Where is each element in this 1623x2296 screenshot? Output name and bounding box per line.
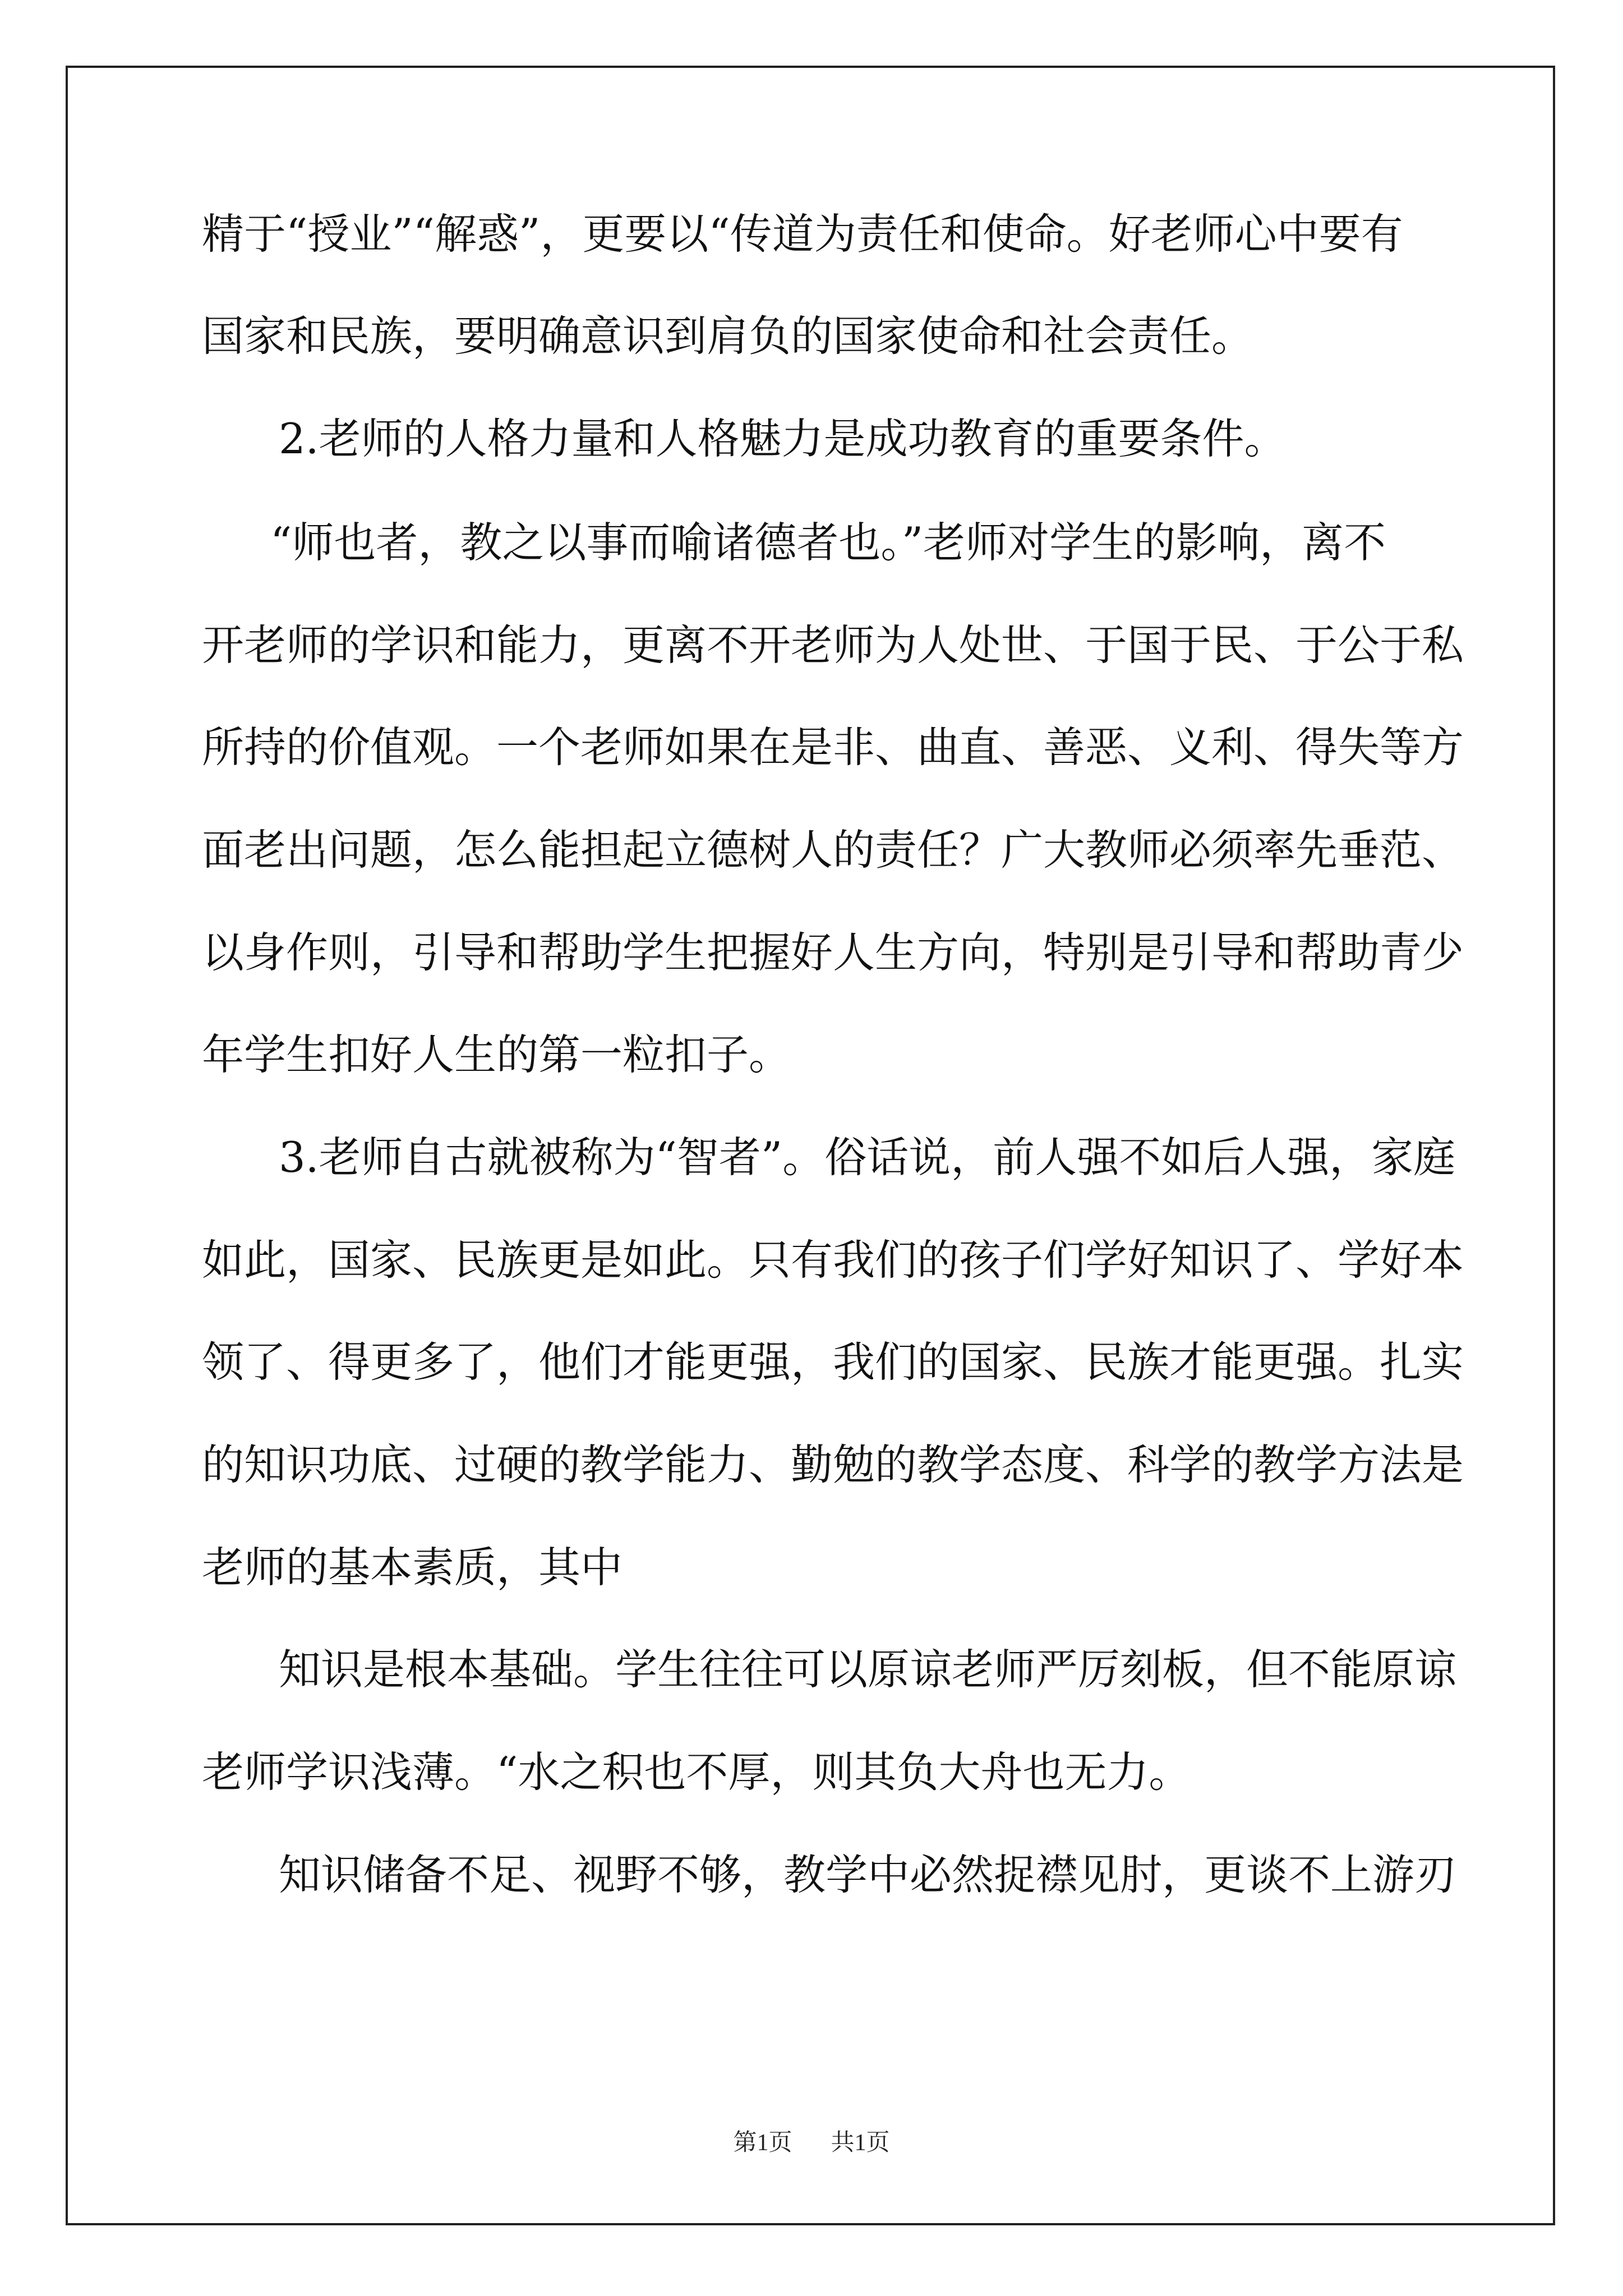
- text-line: 开老师的学识和能力，更离不开老师为人处世、于国于民、于公于私: [202, 620, 1464, 670]
- paragraph-heading: 2.老师的人格力量和人格魅力是成功教育的重要条件。: [279, 414, 1287, 463]
- text-line: 年学生扣好人生的第一粒扣子。: [202, 1030, 791, 1079]
- page-number: 第1页: [733, 2130, 792, 2156]
- text-line: 国家和民族，要明确意识到肩负的国家使命和社会责任。: [202, 311, 1254, 361]
- text-line: 老师学识浅薄。“水之积也不厚，则其负大舟也无力。: [202, 1747, 1191, 1797]
- page-total: 共1页: [831, 2130, 890, 2156]
- text-line: 精于“授业”“解惑”，更要以“传道为责任和使命。好老师心中要有: [202, 209, 1403, 259]
- text-line: 知识是根本基础。学生往往可以原谅老师严厉刻板，但不能原谅: [279, 1645, 1457, 1694]
- text-line: 知识储备不足、视野不够，教学中必然捉襟见肘，更谈不上游刃: [279, 1850, 1457, 1899]
- paragraph-heading: 3.老师自古就被称为“智者”。俗话说，前人强不如后人强，家庭: [279, 1133, 1456, 1182]
- text-line: 的知识功底、过硬的教学能力、勤勉的教学态度、科学的教学方法是: [202, 1440, 1464, 1489]
- page-footer: [0, 2126, 1623, 2160]
- text-line: 领了、得更多了，他们才能更强，我们的国家、民族才能更强。扎实: [202, 1337, 1464, 1387]
- text-line: 面老出问题，怎么能担起立德树人的责任？广大教师必须率先垂范、: [202, 825, 1464, 875]
- text-line: 如此，国家、民族更是如此。只有我们的孩子们学好知识了、学好本: [202, 1235, 1464, 1285]
- text-line: “师也者，教之以事而喻诸德者也。”老师对学生的影响，离不: [270, 518, 1386, 567]
- text-line: 所持的价值观。一个老师如果在是非、曲直、善恶、义利、得失等方: [202, 723, 1464, 772]
- text-line: 以身作则，引导和帮助学生把握好人生方向，特别是引导和帮助青少: [202, 928, 1464, 977]
- text-line: 老师的基本素质，其中: [202, 1543, 623, 1592]
